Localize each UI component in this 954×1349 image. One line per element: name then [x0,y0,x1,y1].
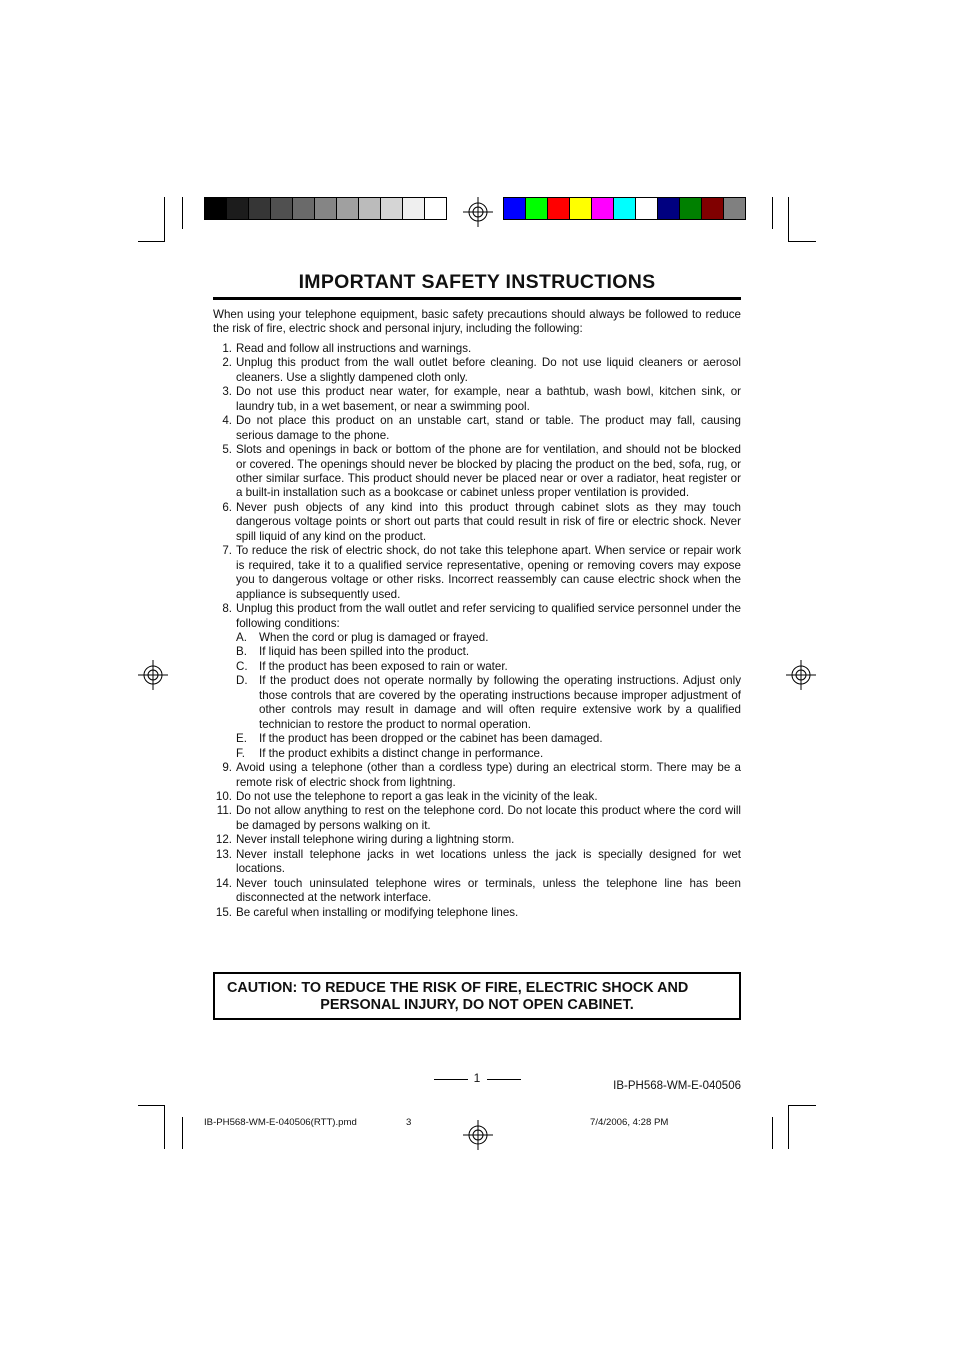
list-item-number: 14. [215,876,232,890]
list-item-number: 10. [215,789,232,803]
condition-item [236,631,741,645]
list-item [213,342,741,356]
condition-item [236,645,741,659]
document-code: IB-PH568-WM-E-040506 [613,1080,741,1092]
color-swatch [723,197,746,220]
list-item [213,443,741,501]
registration-mark-icon [786,660,816,690]
list-item-text: Avoid using a telephone (other than a cordless type) during an electrical storm. There may be a remote risk of electric shock from lightning. [236,761,741,789]
list-item-number: 4. [222,414,232,428]
page-number: 1 [473,1071,481,1085]
crop-mark [164,1105,165,1149]
list-item-number: 13. [215,847,232,861]
crop-mark [182,1117,183,1149]
list-item [213,790,741,804]
color-swatch [248,197,271,220]
list-item-number: 12. [215,833,232,847]
list-item [213,356,741,385]
safety-instructions [213,308,741,920]
condition-letter: B. [236,645,247,659]
color-swatch [657,197,680,220]
process-color-bar [503,197,745,220]
list-item-number: 8. [222,602,232,616]
list-item [213,385,741,414]
crop-mark [138,1105,165,1106]
list-item-text: To reduce the risk of electric shock, do not take this telephone apart. When service or repair work is required, take it to a qualified service representative, opening or removing covers may expose you to dangerous voltage or other risks. Incorrect reassembly can cause electric shock when the appliance is subsequently used. [236,544,741,601]
list-item-number: 3. [222,385,232,399]
list-item [213,833,741,847]
registration-mark-icon [463,197,493,227]
list-item-text: Be careful when installing or modifying telephone lines. [236,905,519,919]
list-item-text: Unplug this product from the wall outlet and refer servicing to qualified service personnel under the following conditions: [236,602,741,630]
condition-list [236,631,741,761]
list-item-number: 15. [215,905,232,919]
footer-date: 7/4/2006, 4:28 PM [590,1117,669,1128]
color-swatch [635,197,658,220]
color-swatch [336,197,359,220]
title-underline [213,297,741,300]
footer-sheet-number: 3 [406,1117,412,1128]
crop-mark [772,1117,773,1149]
crop-mark [788,1105,816,1106]
list-item-text: Do not place this product on an unstable cart, stand or table. The product may fall, causing serious damage to the phone. [236,414,741,442]
intro-paragraph: When using your telephone equipment, basic safety precautions should always be followed to reduce the risk of fire, electric shock and personal injury, including the following: [213,308,741,336]
list-item-text: Never touch uninsulated telephone wires or terminals, unless the telephone line has been disconnected at the network interface. [236,876,741,905]
color-swatch [424,197,447,220]
crop-mark [138,241,165,242]
color-swatch [204,197,227,220]
color-swatch [503,197,526,220]
condition-item [236,674,741,732]
list-item-number: 5. [222,443,232,457]
condition-letter: F. [236,746,246,760]
list-item-text: Never install telephone wiring during a lightning storm. [236,833,515,847]
list-item-text: Unplug this product from the wall outlet before cleaning. Do not use liquid cleaners or aerosol cleaners. Use a slightly dampened cloth only. [236,356,741,384]
list-item-number: 7. [222,544,232,558]
caution-line-1: CAUTION: TO REDUCE THE RISK OF FIRE, ELECTRIC SHOCK AND [227,980,689,996]
crop-mark [182,197,183,229]
color-swatch [679,197,702,220]
color-swatch [701,197,724,220]
crop-mark [788,1105,789,1149]
list-item [213,544,741,602]
color-swatch [547,197,570,220]
registration-mark-icon [463,1120,493,1150]
list-item [213,804,741,833]
list-item-number: 9. [222,761,232,775]
crop-mark [772,197,773,229]
condition-item [236,732,741,746]
list-item [213,906,741,920]
list-item-number: 11. [216,804,232,818]
crop-mark [164,197,165,241]
color-swatch [292,197,315,220]
color-swatch [591,197,614,220]
list-item [213,848,741,877]
list-item [213,877,741,906]
condition-letter: D. [236,674,248,688]
condition-text: If the product does not operate normally by following the operating instructions. Adjust only those controls that are covered by the operating instructions because improper adjustment of other controls may result in damage and will often require extensive work by a qualified technician to restore the product to normal operation. [259,674,741,731]
color-swatch [569,197,592,220]
instructions-list [213,342,741,920]
list-item-text: Never push objects of any kind into this product through cabinet slots as they may touch dangerous voltage points or short out parts that could result in risk of fire or electric shock. Never spill liquid of any kind on the product. [236,500,741,543]
color-swatch [270,197,293,220]
color-swatch [402,197,425,220]
color-swatch [226,197,249,220]
color-swatch [380,197,403,220]
color-swatch [613,197,636,220]
list-item-text: Read and follow all instructions and warnings. [236,341,472,355]
condition-text: If the product has been exposed to rain or water. [259,659,508,673]
list-item-text: Slots and openings in back or bottom of the phone are for ventilation, and should not be blocked or covered. The openings should never be blocked by placing the product on the bed, sofa, rug, or other similar surface. This product should never be placed near or over a radiator, heat register or a built-in installation such as a bookcase or cabinet unless proper ventilation is provided. [236,443,741,500]
list-item-number: 6. [222,500,232,514]
list-item-number: 2. [222,356,232,370]
registration-mark-icon [138,660,168,690]
condition-text: If the product has been dropped or the cabinet has been damaged. [259,732,603,746]
crop-mark [788,197,789,241]
condition-text: If the product exhibits a distinct change in performance. [259,746,544,760]
list-item [213,761,741,790]
list-item [213,414,741,443]
list-item [213,501,741,544]
list-item-text: Never install telephone jacks in wet locations unless the jack is specially designed for wet locations. [236,847,741,876]
list-item-number: 1. [222,341,232,355]
condition-letter: E. [236,732,247,746]
color-swatch [358,197,381,220]
color-swatch [314,197,337,220]
crop-mark [788,241,816,242]
condition-item [236,660,741,674]
condition-text: If liquid has been spilled into the product. [259,645,470,659]
list-item-text: Do not allow anything to rest on the telephone cord. Do not locate this product where the cord will be damaged by persons walking on it. [236,804,741,832]
page-title: IMPORTANT SAFETY INSTRUCTIONS [298,271,656,293]
caution-line-2: PERSONAL INJURY, DO NOT OPEN CABINET. [320,997,634,1013]
condition-letter: C. [236,659,248,673]
list-item-text: Do not use this product near water, for example, near a bathtub, wash bowl, kitchen sink, or laundry tub, in a wet basement, or near a swimming pool. [236,385,741,413]
condition-text: When the cord or plug is damaged or frayed. [259,630,489,644]
condition-item [236,747,741,761]
list-item-text: Do not use the telephone to report a gas leak in the vicinity of the leak. [236,789,598,803]
grayscale-color-bar [204,197,446,220]
footer-filename: IB-PH568-WM-E-040506(RTT).pmd [204,1117,357,1128]
page-number-rule [487,1079,521,1080]
list-item [213,602,741,761]
caution-box [213,972,741,1020]
condition-letter: A. [236,630,247,644]
color-swatch [525,197,548,220]
